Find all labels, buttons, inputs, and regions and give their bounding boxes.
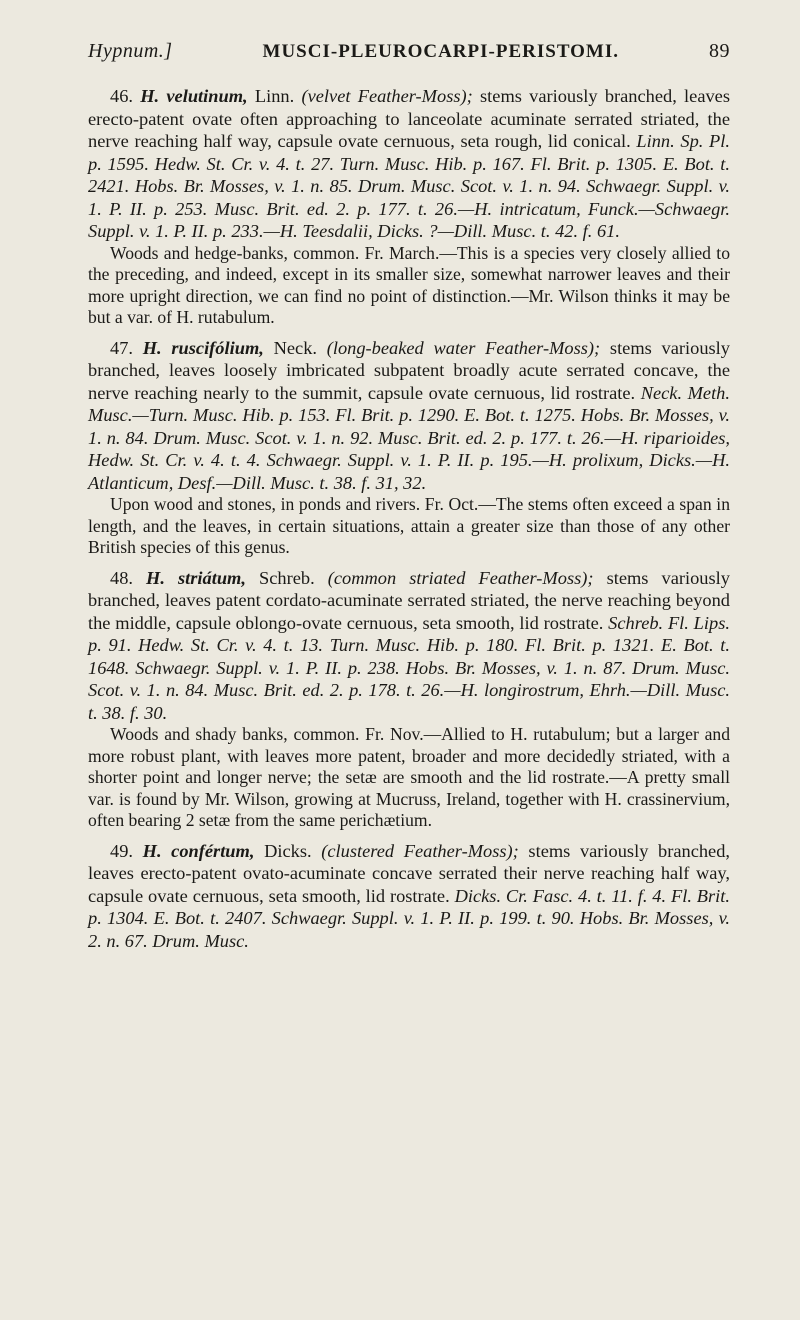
entry-notes: Woods and hedge-banks, common. Fr. March.—This is a species very closely allied to the preceding, and indeed, except in its smaller size, somewhat narrower leaves and their more upright direction, we can find no point of distinction.—Mr. Wilson thinks it may be but a var. of H. rutabulum.: [88, 242, 730, 327]
species-authority: Neck.: [273, 337, 317, 358]
entry-number: 48.: [110, 567, 133, 588]
running-header: [88, 40, 730, 63]
common-name: (common striated Feather-Moss);: [327, 567, 594, 588]
diagnosis: stems variously branched, leaves loosely imbricated subpatent broadly acute serrated concave, the nerve reaching nearly to the summit, capsule ovate cernuous, lid rostrate.: [88, 337, 730, 403]
entry-number: 47.: [110, 337, 133, 358]
species-authority: Dicks.: [264, 840, 312, 861]
species-entry-49: [88, 840, 730, 953]
header-running-title: MUSCI-PLEUROCARPI-PERISTOMI.: [262, 41, 620, 62]
species-name: H. confértum,: [142, 840, 255, 861]
entry-description: [88, 840, 730, 953]
species-entry-48: [88, 567, 730, 832]
species-entry-46: [88, 85, 730, 329]
entry-number: 49.: [110, 840, 133, 861]
header-genus: Hypnum.]: [88, 40, 173, 62]
diagnosis: stems variously branched, leaves erecto-patent ovate often approaching to lanceolate acuminate serrated striated, the nerve reaching half way, capsule ovate cernuous, seta rough, lid conical.: [88, 86, 731, 151]
common-name: (long-beaked water Feather-Moss);: [326, 337, 601, 358]
common-name: (velvet Feather-Moss);: [301, 86, 473, 106]
references: Dicks. Cr. Fasc. 4. t. 11. f. 4. Fl. Brit. p. 1304. E. Bot. t. 2407. Schwaegr. Suppl. v. 1. P. II. p. 199. t. 90. Hobs. Br. Mosses, v. 2. n. 67. Drum. Musc.: [88, 885, 730, 951]
entry-description: [88, 337, 730, 495]
entry-notes: Woods and shady banks, common. Fr. Nov.—Allied to H. rutabulum; but a larger and more robust plant, with leaves more patent, broader and more decidedly striated, with a shorter point and longer nerve; the setæ are smooth and the lid rostrate.—A pretty small var. is found by Mr. Wilson, growing at Mucruss, Ireland, together with H. crassinervium, often bearing 2 setæ from the same perichætium.: [88, 724, 730, 830]
entry-description: [88, 567, 730, 725]
references: Neck. Meth. Musc.—Turn. Musc. Hib. p. 153. Fl. Brit. p. 1290. E. Bot. t. 1275. Hobs. Br. Mosses, v. 1. n. 84. Drum. Musc. Scot. v. 1. n. 92. Musc. Brit. ed. 2. p. 177. t. 26.—H. riparioides, Hedw. St. Cr. v. 4. t. 4. Schwaegr. Suppl. v. 1. P. II. p. 195.—H. prolixum, Dicks.—H. Atlanticum, Desf.—Dill. Musc. t. 38. f. 31, 32.: [88, 382, 730, 493]
species-entry-47: [88, 337, 730, 559]
diagnosis: stems variously branched, leaves patent cordato-acuminate serrated striated, the nerve reaching beyond the middle, capsule oblongo-ovate cernuous, seta smooth, lid rostrate.: [88, 567, 730, 633]
references: Linn. Sp. Pl. p. 1595. Hedw. St. Cr. v. 4. t. 27. Turn. Musc. Hib. p. 167. Fl. Brit. p. 1305. E. Bot. t. 2421. Hobs. Br. Mosses, v. 1. n. 85. Drum. Musc. Scot. v. 1. n. 94. Schwaegr. Suppl. v. 1. P. II. p. 253. Musc. Brit. ed. 2. p. 177. t. 26.—H. intricatum, Funck.—Schwaegr. Suppl. v. 1. P. II. p. 233.—H. Teesdalii, Dicks. ?—Dill. Musc. t. 42. f. 61.: [88, 131, 730, 241]
entry-notes: Upon wood and stones, in ponds and rivers. Fr. Oct.—The stems often exceed a span in length, and the leaves, in certain situations, attain a greater size than those of any other British species of this genus.: [88, 494, 730, 557]
species-authority: Schreb.: [259, 567, 315, 588]
species-name: H. velutinum,: [140, 86, 248, 106]
common-name: (clustered Feather-Moss);: [321, 840, 519, 861]
species-authority: Linn.: [254, 86, 295, 106]
page-number: 89: [709, 40, 730, 62]
entry-number: 46.: [110, 86, 133, 106]
species-name: H. striátum,: [146, 567, 246, 588]
diagnosis: stems variously branched, leaves erecto-patent ovato-acuminate concave serrated their nerve reaching half way, capsule ovate cernuous, seta smooth, lid rostrate.: [88, 840, 731, 906]
species-name: H. ruscifólium,: [142, 337, 264, 358]
references: Schreb. Fl. Lips. p. 91. Hedw. St. Cr. v. 4. t. 13. Turn. Musc. Hib. p. 180. Fl. Brit. p. 1321. E. Bot. t. 1648. Schwaegr. Suppl. v. 1. P. II. p. 238. Hobs. Br. Mosses, v. 1. n. 87. Drum. Musc. Scot. v. 1. n. 84. Musc. Brit. ed. 2. p. 178. t. 26.—H. longirostrum, Ehrh.—Dill. Musc. t. 38. f. 30.: [88, 612, 730, 723]
entry-description: [88, 85, 730, 243]
